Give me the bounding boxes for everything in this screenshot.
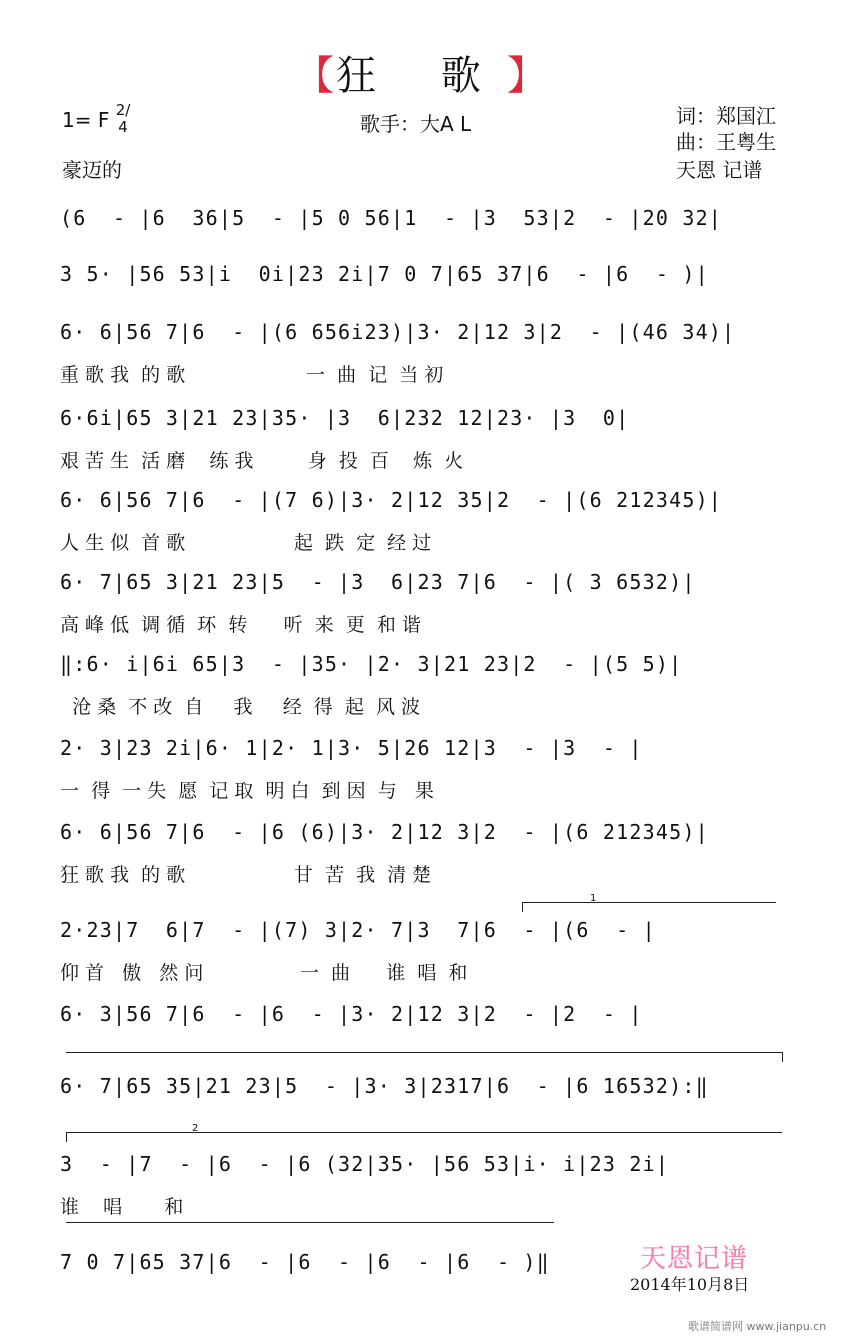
lyric-line: 高 峰 低 调 循 环 转 听 来 更 和 谐 (60, 614, 421, 636)
time-signature-value: 2/4 (115, 101, 131, 136)
composer: 曲：王粤生 (676, 130, 776, 154)
volta-1-number: 1 (590, 893, 597, 904)
transcriber: 天恩 记谱 (676, 158, 763, 182)
tempo-mark: 豪迈的 (62, 158, 122, 182)
notation-line: 7 0 7|65 37|6 - |6 - |6 - |6 - )‖ (60, 1250, 550, 1274)
key-signature: 1= F (62, 108, 110, 132)
transcriber-seal: 天恩记谱 (640, 1244, 749, 1274)
lyric-line: 人 生 似 首 歌 起 跌 定 经 过 (60, 532, 432, 554)
notation-line: 6·6i|65 3|21 23|35· |3 6|232 12|23· |3 0| (60, 406, 630, 430)
title-bracket-open: 【 (294, 53, 337, 99)
title-bracket-close: 】 (506, 53, 549, 99)
lyricist: 词：郑国江 (676, 104, 776, 128)
notation-line: 6· 6|56 7|6 - |(6 656i23)|3· 2|12 3|2 - |(46 34)| (60, 320, 736, 344)
volta-1-tick (522, 902, 523, 912)
singer: 歌手：大A L (360, 112, 472, 136)
notation-line: 6· 7|65 3|21 23|5 - |3 6|23 7|6 - |( 3 6532)| (60, 570, 696, 594)
notation-line: 6· 6|56 7|6 - |6 (6)|3· 2|12 3|2 - |(6 212345)| (60, 820, 709, 844)
volta-2-continue (66, 1222, 554, 1223)
title-text: 狂 歌 (336, 53, 507, 99)
lyric-line: 狂 歌 我 的 歌 甘 苦 我 清 楚 (60, 864, 432, 886)
lyric-line: 一 得 一 失 愿 记 取 明 白 到 因 与 果 (60, 780, 434, 802)
volta-continue-line (66, 1052, 782, 1053)
volta-end-tick (782, 1052, 783, 1062)
lyric-line: 艰 苦 生 活 磨 练 我 身 投 百 炼 火 (60, 450, 464, 472)
volta-2-bracket (66, 1132, 782, 1133)
time-signature (114, 102, 130, 136)
volta-1-bracket (522, 902, 776, 903)
notation-line: (6 - |6 36|5 - |5 0 56|1 - |3 53|2 - |20 32| (60, 206, 723, 230)
volta-2-number: 2 (192, 1123, 199, 1134)
notation-line: 2· 3|23 2i|6· 1|2· 1|3· 5|26 12|3 - |3 - | (60, 736, 643, 760)
notation-line: 6· 3|56 7|6 - |6 - |3· 2|12 3|2 - |2 - | (60, 1002, 643, 1026)
notation-line: 3 5· |56 53|i 0i|23 2i|7 0 7|65 37|6 - |6 - )| (60, 262, 709, 286)
lyric-line: 谁 唱 和 (60, 1196, 184, 1218)
notation-line: 3 - |7 - |6 - |6 (32|35· |56 53|i· i|23 2i| (60, 1152, 670, 1176)
volta-2-tick (66, 1132, 67, 1142)
notation-line: 6· 7|65 35|21 23|5 - |3· 3|2317|6 - |6 16532):‖ (60, 1074, 709, 1098)
song-title (0, 44, 843, 101)
notation-line: 2·23|7 6|7 - |(7) 3|2· 7|3 7|6 - |(6 - | (60, 918, 656, 942)
lyric-line: 沧 桑 不 改 自 我 经 得 起 风 波 (60, 696, 420, 718)
lyric-line: 重 歌 我 的 歌 一 曲 记 当 初 (60, 364, 444, 386)
site-watermark: 歌谱简谱网 www.jianpu.cn (688, 1320, 827, 1333)
notation-line: 6· 6|56 7|6 - |(7 6)|3· 2|12 35|2 - |(6 212345)| (60, 488, 723, 512)
lyric-line: 仰 首 傲 然 问 一 曲 谁 唱 和 (60, 962, 468, 984)
date-stamp: 2014年10月8日 (630, 1275, 750, 1294)
notation-line: ‖:6· i|6i 65|3 - |35· |2· 3|21 23|2 - |(5 5)| (60, 652, 683, 676)
